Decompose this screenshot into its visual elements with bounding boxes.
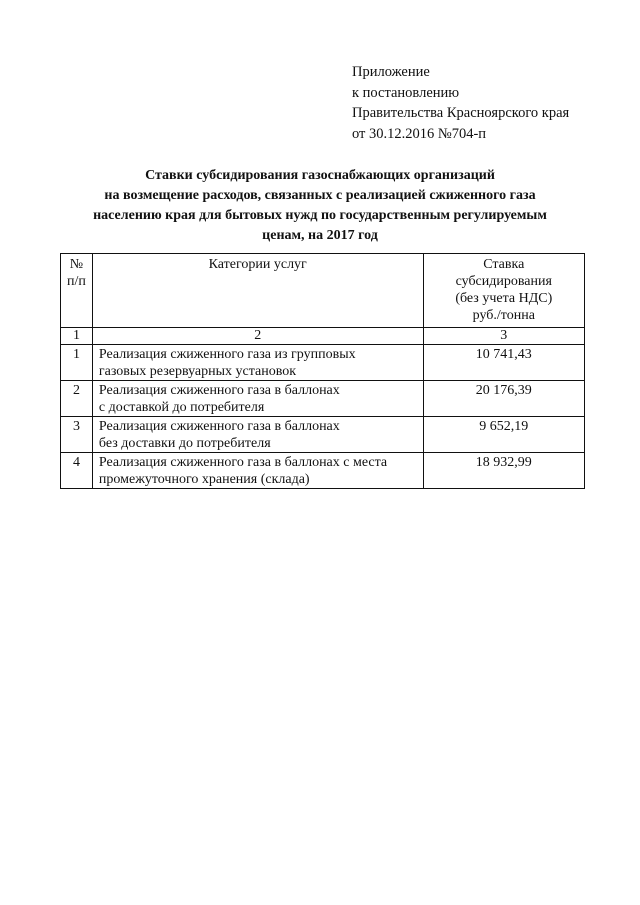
row-category bbox=[92, 381, 423, 417]
row-number: 4 bbox=[61, 453, 93, 489]
row-number: 1 bbox=[61, 345, 93, 381]
category-line: Реализация сжиженного газа в баллонах bbox=[98, 383, 340, 398]
header-number-line: п/п bbox=[67, 274, 86, 289]
title-line: ценам, на 2017 год bbox=[262, 228, 378, 243]
category-line: промежуточного хранения (склада) bbox=[98, 472, 310, 487]
header-rate-line: Ставка bbox=[483, 257, 525, 272]
title-line: Ставки субсидирования газоснабжающих организаций bbox=[145, 168, 495, 183]
header-number-line: № bbox=[69, 257, 84, 272]
header-category: Категории услуг bbox=[92, 254, 423, 328]
table-row bbox=[61, 381, 585, 417]
row-rate: 10 741,43 bbox=[423, 345, 584, 381]
table-row bbox=[61, 453, 585, 489]
category-line: Реализация сжиженного газа в баллонах с места bbox=[98, 455, 388, 470]
header-rate bbox=[423, 254, 584, 328]
appendix-date-line: от 30.12.2016 №704-п bbox=[352, 125, 487, 142]
table-header-row bbox=[61, 254, 585, 328]
row-category bbox=[92, 345, 423, 381]
row-category bbox=[92, 453, 423, 489]
category-line: газовых резервуарных установок bbox=[98, 364, 297, 379]
table-row bbox=[61, 345, 585, 381]
header-number bbox=[61, 254, 93, 328]
appendix-line: Правительства Красноярского края bbox=[352, 105, 570, 121]
category-line: с доставкой до потребителя bbox=[98, 400, 265, 415]
header-rate-line: субсидирования bbox=[455, 274, 552, 289]
row-rate: 18 932,99 bbox=[423, 453, 584, 489]
column-index: 2 bbox=[92, 328, 423, 345]
document-title bbox=[40, 166, 600, 246]
category-line: без доставки до потребителя bbox=[98, 436, 271, 451]
row-number: 2 bbox=[61, 381, 93, 417]
column-index: 3 bbox=[423, 328, 584, 345]
header-rate-line: руб./тонна bbox=[472, 308, 535, 323]
appendix-line: к постановлению bbox=[352, 84, 460, 101]
row-category bbox=[92, 417, 423, 453]
column-index-row bbox=[61, 328, 585, 345]
header-rate-line: (без учета НДС) bbox=[455, 291, 553, 306]
category-line: Реализация сжиженного газа из групповых bbox=[98, 347, 356, 362]
row-rate: 9 652,19 bbox=[423, 417, 584, 453]
column-index: 1 bbox=[61, 328, 93, 345]
title-line: на возмещение расходов, связанных с реализацией сжиженного газа bbox=[104, 188, 536, 203]
appendix-line: Приложение bbox=[352, 64, 430, 80]
rates-table bbox=[60, 253, 585, 489]
row-number: 3 bbox=[61, 417, 93, 453]
title-line: населению края для бытовых нужд по государственным регулируемым bbox=[93, 208, 547, 223]
appendix-block bbox=[352, 62, 569, 144]
row-rate: 20 176,39 bbox=[423, 381, 584, 417]
category-line: Реализация сжиженного газа в баллонах bbox=[98, 419, 340, 434]
table-row bbox=[61, 417, 585, 453]
